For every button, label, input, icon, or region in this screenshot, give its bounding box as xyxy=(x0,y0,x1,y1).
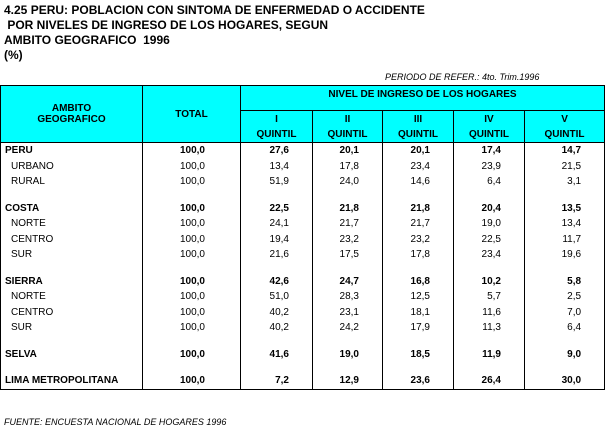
quintil-cell: 11,3 xyxy=(454,320,525,336)
header-quintil-number: I xyxy=(241,111,313,128)
header-quintil-label: QUINTIL xyxy=(313,128,383,143)
empty-cell xyxy=(454,263,525,274)
quintil-cell: 23,1 xyxy=(313,305,383,321)
quintil-cell: 9,0 xyxy=(525,347,605,363)
quintil-cell: 51,0 xyxy=(241,289,313,305)
empty-cell xyxy=(241,336,313,347)
empty-cell xyxy=(454,362,525,373)
quintil-cell: 51,9 xyxy=(241,174,313,190)
header-quintil-label: QUINTIL xyxy=(241,128,313,143)
quintil-cell: 23,4 xyxy=(454,247,525,263)
header-income-group: NIVEL DE INGRESO DE LOS HOGARES xyxy=(241,86,605,111)
spacer-row xyxy=(1,362,605,373)
quintil-cell: 6,4 xyxy=(525,320,605,336)
total-cell: 100,0 xyxy=(143,347,241,363)
quintil-cell: 10,2 xyxy=(454,274,525,290)
row-label: SUR xyxy=(1,247,143,263)
table-title xyxy=(4,3,425,63)
quintil-cell: 5,7 xyxy=(454,289,525,305)
quintil-cell: 27,6 xyxy=(241,143,313,159)
quintil-cell: 24,2 xyxy=(313,320,383,336)
row-label: CENTRO xyxy=(1,232,143,248)
empty-cell xyxy=(143,362,241,373)
table-row xyxy=(1,247,605,263)
table-row xyxy=(1,305,605,321)
quintil-cell: 23,2 xyxy=(313,232,383,248)
empty-cell xyxy=(1,190,143,201)
quintil-cell: 17,5 xyxy=(313,247,383,263)
row-label: PERU xyxy=(1,143,143,159)
total-cell: 100,0 xyxy=(143,232,241,248)
empty-cell xyxy=(241,263,313,274)
total-cell: 100,0 xyxy=(143,143,241,159)
quintil-cell: 17,8 xyxy=(313,159,383,175)
source-note: FUENTE: ENCUESTA NACIONAL DE HOGARES 1996 xyxy=(4,417,227,427)
total-cell: 100,0 xyxy=(143,320,241,336)
quintil-cell: 11,6 xyxy=(454,305,525,321)
table-row xyxy=(1,347,605,363)
total-cell: 100,0 xyxy=(143,201,241,217)
quintil-cell: 21,5 xyxy=(525,159,605,175)
empty-cell xyxy=(143,190,241,201)
table-row xyxy=(1,174,605,190)
row-label: LIMA METROPOLITANA xyxy=(1,373,143,389)
table-row xyxy=(1,201,605,217)
quintil-cell: 24,1 xyxy=(241,216,313,232)
empty-cell xyxy=(525,263,605,274)
quintil-cell: 13,4 xyxy=(525,216,605,232)
quintil-cell: 20,1 xyxy=(313,143,383,159)
spacer-row xyxy=(1,336,605,347)
row-label: URBANO xyxy=(1,159,143,175)
header-quintil-number: V xyxy=(525,111,605,128)
quintil-cell: 40,2 xyxy=(241,305,313,321)
quintil-cell: 28,3 xyxy=(313,289,383,305)
empty-cell xyxy=(241,190,313,201)
quintil-cell: 18,5 xyxy=(383,347,454,363)
quintil-cell: 5,8 xyxy=(525,274,605,290)
table-row xyxy=(1,289,605,305)
quintil-cell: 2,5 xyxy=(525,289,605,305)
empty-cell xyxy=(313,336,383,347)
quintil-cell: 13,5 xyxy=(525,201,605,217)
quintil-cell: 13,4 xyxy=(241,159,313,175)
quintil-cell: 17,9 xyxy=(383,320,454,336)
quintil-cell: 19,0 xyxy=(313,347,383,363)
quintil-cell: 11,9 xyxy=(454,347,525,363)
reference-period: PERIODO DE REFER.: 4to. Trim.1996 xyxy=(385,72,540,82)
table-body xyxy=(1,143,605,390)
row-label: RURAL xyxy=(1,174,143,190)
empty-cell xyxy=(143,263,241,274)
quintil-cell: 12,5 xyxy=(383,289,454,305)
empty-cell xyxy=(454,190,525,201)
empty-cell xyxy=(525,336,605,347)
empty-cell xyxy=(1,263,143,274)
quintil-cell: 14,6 xyxy=(383,174,454,190)
quintil-cell: 17,4 xyxy=(454,143,525,159)
empty-cell xyxy=(241,362,313,373)
quintil-cell: 3,1 xyxy=(525,174,605,190)
total-cell: 100,0 xyxy=(143,274,241,290)
empty-cell xyxy=(383,336,454,347)
table-row xyxy=(1,143,605,159)
row-label: SELVA xyxy=(1,347,143,363)
quintil-cell: 7,0 xyxy=(525,305,605,321)
empty-cell xyxy=(383,190,454,201)
row-label: SIERRA xyxy=(1,274,143,290)
quintil-cell: 17,8 xyxy=(383,247,454,263)
title-line-2: POR NIVELES DE INGRESO DE LOS HOGARES, SEGUN xyxy=(4,18,329,32)
quintil-cell: 24,0 xyxy=(313,174,383,190)
total-cell: 100,0 xyxy=(143,247,241,263)
table-row xyxy=(1,232,605,248)
header-ambito-line-1: AMBITO xyxy=(51,103,92,114)
quintil-cell: 23,2 xyxy=(383,232,454,248)
quintil-cell: 6,4 xyxy=(454,174,525,190)
quintil-cell: 21,8 xyxy=(383,201,454,217)
quintil-cell: 41,6 xyxy=(241,347,313,363)
table-row xyxy=(1,216,605,232)
title-line-3: AMBITO GEOGRAFICO 1996 xyxy=(4,33,170,47)
empty-cell xyxy=(383,263,454,274)
total-cell: 100,0 xyxy=(143,373,241,389)
table-row xyxy=(1,159,605,175)
quintil-cell: 19,0 xyxy=(454,216,525,232)
quintil-cell: 21,7 xyxy=(383,216,454,232)
quintil-cell: 26,4 xyxy=(454,373,525,389)
title-units: (%) xyxy=(4,48,23,62)
header-quintil-number: IV xyxy=(454,111,525,128)
spacer-row xyxy=(1,263,605,274)
quintil-cell: 16,8 xyxy=(383,274,454,290)
empty-cell xyxy=(1,336,143,347)
quintil-cell: 42,6 xyxy=(241,274,313,290)
row-label: CENTRO xyxy=(1,305,143,321)
quintil-cell: 24,7 xyxy=(313,274,383,290)
empty-cell xyxy=(525,362,605,373)
title-line-1: 4.25 PERU: POBLACION CON SINTOMA DE ENFERMEDAD O ACCIDENTE xyxy=(4,3,425,17)
quintil-cell: 23,9 xyxy=(454,159,525,175)
total-cell: 100,0 xyxy=(143,216,241,232)
quintil-cell: 12,9 xyxy=(313,373,383,389)
total-cell: 100,0 xyxy=(143,289,241,305)
header-quintil-number: II xyxy=(313,111,383,128)
quintil-cell: 21,7 xyxy=(313,216,383,232)
quintil-cell: 22,5 xyxy=(241,201,313,217)
header-quintil-number: III xyxy=(383,111,454,128)
spacer-row xyxy=(1,190,605,201)
total-cell: 100,0 xyxy=(143,174,241,190)
data-table xyxy=(0,85,605,390)
quintil-cell: 30,0 xyxy=(525,373,605,389)
empty-cell xyxy=(313,190,383,201)
quintil-cell: 21,6 xyxy=(241,247,313,263)
table-row xyxy=(1,320,605,336)
quintil-cell: 19,6 xyxy=(525,247,605,263)
quintil-cell: 40,2 xyxy=(241,320,313,336)
header-quintil-label: QUINTIL xyxy=(454,128,525,143)
header-total: TOTAL xyxy=(143,86,241,143)
row-label: COSTA xyxy=(1,201,143,217)
empty-cell xyxy=(525,190,605,201)
quintil-cell: 23,4 xyxy=(383,159,454,175)
quintil-cell: 20,4 xyxy=(454,201,525,217)
quintil-cell: 14,7 xyxy=(525,143,605,159)
quintil-cell: 18,1 xyxy=(383,305,454,321)
header-quintil-label: QUINTIL xyxy=(525,128,605,143)
header-ambito xyxy=(1,86,143,143)
row-label: NORTE xyxy=(1,216,143,232)
table-row xyxy=(1,274,605,290)
empty-cell xyxy=(313,362,383,373)
quintil-cell: 20,1 xyxy=(383,143,454,159)
quintil-cell: 21,8 xyxy=(313,201,383,217)
empty-cell xyxy=(143,336,241,347)
quintil-cell: 22,5 xyxy=(454,232,525,248)
table-row xyxy=(1,373,605,389)
empty-cell xyxy=(383,362,454,373)
quintil-cell: 7,2 xyxy=(241,373,313,389)
header-ambito-line-2: GEOGRAFICO xyxy=(37,114,106,125)
quintil-cell: 11,7 xyxy=(525,232,605,248)
empty-cell xyxy=(313,263,383,274)
total-cell: 100,0 xyxy=(143,305,241,321)
total-cell: 100,0 xyxy=(143,159,241,175)
empty-cell xyxy=(1,362,143,373)
empty-cell xyxy=(454,336,525,347)
row-label: NORTE xyxy=(1,289,143,305)
quintil-cell: 23,6 xyxy=(383,373,454,389)
row-label: SUR xyxy=(1,320,143,336)
header-quintil-label: QUINTIL xyxy=(383,128,454,143)
quintil-cell: 19,4 xyxy=(241,232,313,248)
